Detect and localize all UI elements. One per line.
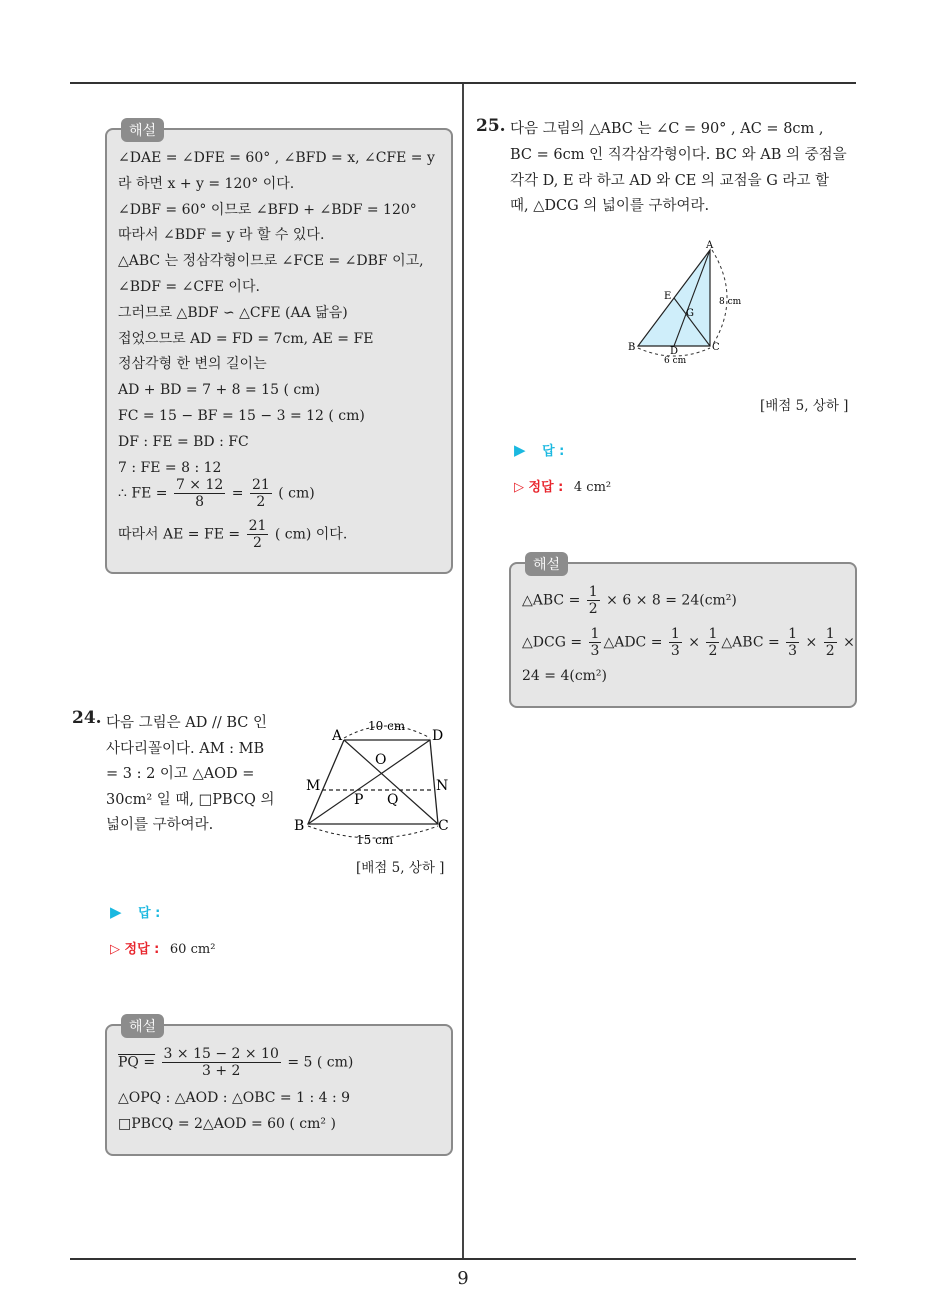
solution-24-line-1: PQ = $\frac{3 \times 15 - 2 \times 10}{3 + 2}$ = 5 ( cm) (118, 1046, 354, 1079)
solution-23-line: DF : FE = BD : FC (118, 433, 249, 450)
solution-23-line: 7 : FE = 8 : 12 (118, 459, 222, 476)
label-D: D (432, 728, 444, 744)
solution-23-line: ∠DBF = 60° 이므로 ∠BFD + ∠BDF = 120° (118, 201, 417, 218)
score-24: [배점 5, 상하 ] (356, 860, 445, 876)
fraction: $\frac{1}{3}$ (670, 626, 680, 659)
solution-tag: 해설 (525, 552, 568, 576)
question-25-line: BC = 6cm 인 직각삼각형이다. BC 와 AB 의 중점을 (510, 146, 847, 163)
question-24-line: 다음 그림은 AD // BC 인 (106, 715, 267, 731)
solution-25-line-1: △ABC = $\frac{1}{2}$ × 6 × 8 = 24(cm²) (522, 584, 737, 617)
bottom-length: 15 cm (356, 833, 394, 847)
question-24-line: 30cm² 일 때, □PBCQ 의 (106, 791, 275, 808)
solution-23-line: 따라서 ∠BDF = y 라 할 수 있다. (118, 227, 325, 244)
solution-23-line: △ABC 는 정삼각형이므로 ∠FCE = ∠DBF 이고, (118, 253, 424, 270)
bottom-rule (70, 1258, 856, 1260)
question-number-24: 24. (72, 708, 102, 728)
solution-24-line-3: □PBCQ = 2△AOD = 60 ( cm² ) (118, 1116, 336, 1132)
solution-23-line-15: 따라서 AE = FE = $\frac{21}{2}$ ( cm) 이다. (118, 518, 348, 551)
label-B: B (294, 818, 305, 834)
fraction: $\frac{1}{2}$ (588, 584, 598, 617)
solution-23-line: ∠DAE = ∠DFE = 60° , ∠BFD = x, ∠CFE = y (118, 150, 435, 166)
label-O: O (375, 752, 387, 768)
side-bc-length: 6 cm (664, 356, 687, 366)
label-B: B (628, 342, 636, 353)
solution-25-line-2: △DCG = $\frac{1}{3}$ △ADC = $\frac{1}{3}$ × $\frac{1}{2}$ △ABC = $\frac{1}{3}$ × $\frac{1}{2}$ × (522, 626, 855, 659)
solution-23-line: 접었으므로 AD = FD = 7cm, AE = FE (118, 330, 374, 347)
solution-24-line-2: △OPQ : △AOD : △OBC = 1 : 4 : 9 (118, 1090, 351, 1106)
answer-arrow-icon: ▶ (110, 903, 122, 921)
question-25-line: 다음 그림의 △ABC 는 ∠C = 90° , AC = 8cm , (510, 121, 824, 137)
answer-row-25: ▶ 답 : (514, 441, 565, 459)
solution-tag: 해설 (121, 1014, 164, 1038)
solution-23-line-14: ∴ FE = $\frac{7 \times 12}{8}$ = $\frac{21}{2}$ ( cm) (118, 477, 315, 510)
solution-23-line: FC = 15 − BF = 15 − 3 = 12 ( cm) (118, 408, 365, 424)
fraction: $\frac{1}{2}$ (708, 626, 718, 659)
answer-arrow-icon: ▶ (514, 441, 526, 459)
fraction: $\frac{1}{3}$ (788, 626, 798, 659)
fraction: $\frac{7 \times 12}{8}$ (175, 477, 224, 510)
label-Q: Q (387, 792, 399, 808)
label-P: P (354, 792, 364, 808)
label-A: A (332, 728, 343, 744)
label-D: D (670, 346, 679, 357)
score-25: [배점 5, 상하 ] (760, 398, 849, 414)
page-number: 9 (457, 1268, 469, 1289)
fraction: $\frac{1}{2}$ (825, 626, 835, 659)
question-25-line: 각각 D, E 라 하고 AD 와 CE 의 교점을 G 라고 할 (510, 172, 830, 189)
solution-23-line: ∠BDF = ∠CFE 이다. (118, 279, 260, 295)
label-M: M (306, 778, 321, 794)
correct-row-24: ▷ 정답 : 60 cm² (110, 942, 216, 957)
fraction: $\frac{21}{2}$ (248, 518, 267, 551)
solution-23-line: 그러므로 △BDF ∽ △CFE (AA 닮음) (118, 304, 348, 321)
right-triangle-figure (624, 236, 754, 368)
top-length: 10 cm (368, 719, 406, 733)
column-divider (462, 84, 464, 1258)
label-A: A (706, 240, 714, 251)
answer-row-24: ▶ 답 : (110, 903, 161, 921)
side-ac-length: 8 cm (719, 297, 742, 307)
label-E: E (664, 291, 672, 302)
fraction: $\frac{1}{3}$ (590, 626, 600, 659)
solution-23-line: 정삼각형 한 변의 길이는 (118, 356, 267, 373)
fraction: $\frac{3 \times 15 - 2 \times 10}{3 + 2}$ (163, 1046, 279, 1079)
label-N: N (436, 778, 449, 794)
correct-row-25: ▷ 정답 : 4 cm² (514, 480, 612, 495)
question-25-line: 때, △DCG 의 넓이를 구하여라. (510, 198, 710, 215)
question-24-line: = 3 : 2 이고 △AOD = (106, 766, 255, 783)
fraction: $\frac{21}{2}$ (251, 477, 270, 510)
correct-arrow-icon: ▷ (110, 942, 120, 957)
question-24-line: 사다리꼴이다. AM : MB (106, 740, 265, 757)
solution-25-line-3: 24 = 4(cm²) (522, 668, 608, 684)
trapezoid-figure (288, 712, 458, 852)
label-C: C (712, 342, 720, 353)
question-number-25: 25. (476, 116, 506, 136)
solution-tag: 해설 (121, 118, 164, 142)
label-G: G (686, 308, 694, 319)
solution-23-line: AD + BD = 7 + 8 = 15 ( cm) (118, 382, 320, 399)
question-24-line: 넓이를 구하여라. (106, 817, 214, 834)
correct-arrow-icon: ▷ (514, 480, 524, 495)
solution-23-line: 라 하면 x + y = 120° 이다. (118, 175, 295, 192)
label-C: C (438, 818, 449, 834)
